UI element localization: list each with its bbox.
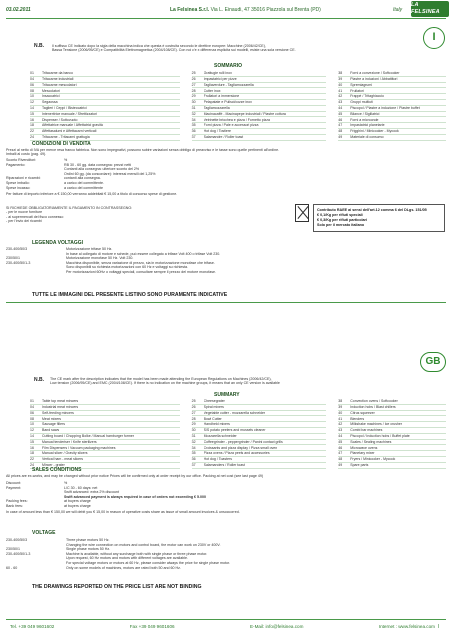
kv-value: Macchina disponibile, senza variazione di prezzo, sia in motorizzazione monofase che trifase.: [66, 260, 215, 265]
footer-website[interactable]: Internet : www.felsinea.com: [378, 624, 435, 629]
it-nb-text: [52, 44, 412, 53]
it-summary-col3: [338, 71, 446, 141]
it-voltages-table: [6, 247, 446, 275]
summary-label: Sausage fillers: [42, 422, 65, 427]
kv-key: Spese imballo:: [6, 181, 30, 186]
summary-page-number: 36: [191, 129, 196, 134]
header-date: 03.02.2011: [6, 7, 31, 13]
gb-voltages-table: [6, 538, 446, 570]
kv-key: Spese incasso:: [6, 185, 31, 190]
summary-label: Piscopol / Piastre a induzione / Piastre buffet: [350, 105, 420, 110]
summary-label: Affettatrice manuale / Affettatrici gravità: [42, 123, 103, 128]
header-country: Italy: [393, 7, 403, 13]
summary-page-number: 35: [191, 451, 196, 456]
summary-label: Fryers / Minicooker - Mycook: [350, 457, 396, 462]
summary-page-number: 26: [191, 405, 196, 409]
summary-page-number: 42: [338, 94, 343, 99]
kv-value: In base al collegato di motore e schede, può essere collegato a trifase Volt 400 o trifase Volt 230.: [66, 251, 221, 256]
gb-voltages-title: VOLTAGE: [32, 530, 56, 536]
summary-label: Grattugie rulli inox: [203, 71, 232, 76]
summary-row[interactable]: [192, 463, 327, 469]
it-conditions-title: CONDIZIONI DI VENDITA: [32, 141, 91, 147]
kv-value: Single phase motors 50 Hz.: [66, 547, 111, 552]
it-contrassegno: [6, 206, 286, 224]
kv-value: Swift advanced payment is always required in case of orders not exceeding € 5.000: [64, 494, 207, 499]
summary-page-number: 49: [338, 134, 343, 139]
summary-page-number: 36: [191, 457, 196, 462]
summary-page-number: 46: [338, 117, 343, 122]
kv-key: 230-400/50/1-3: [6, 551, 31, 556]
it-nb-line1: Il suffisso CE indicato dopo la sigla della macchina indica che questa è costruita secondo le direttive europee: Macchine (2006/42/CE),: [52, 44, 266, 48]
summary-label: Frullatori a immersione: [203, 94, 240, 99]
company-name: La Felsinea S.r.l.: [170, 7, 210, 13]
summary-page-number: 38: [338, 71, 343, 76]
summary-label: Taglieri / Ceppi / Bisteccatrici: [42, 105, 87, 110]
gb-nb-line2: Low tension (2006/95/CE) and EMC (2004/108/CE). If there is no indication on the machine groups, it means that an only CE version is available: [50, 381, 280, 386]
wheelie-bin-icon: [295, 204, 309, 222]
it-conditions-line2: Imballi al costo (pag. 49).: [6, 152, 47, 157]
summary-page-number: 48: [338, 129, 343, 134]
summary-label: Manual slicer / Gravity slicers: [42, 451, 88, 456]
summary-page-number: 40: [338, 410, 343, 415]
summary-page-number: 29: [191, 422, 196, 427]
summary-page-number: 22: [30, 129, 34, 134]
summary-page-number: 27: [191, 82, 196, 87]
summary-label: Coffeegrinder - peppergrinder / Panini contact grills: [203, 439, 283, 444]
summary-page-number: 44: [338, 105, 343, 110]
kv-value: contanti alla consegna.: [64, 176, 101, 181]
summary-row[interactable]: [338, 463, 446, 469]
summary-page-number: 16: [30, 117, 34, 122]
it-conditions-line1: Prezzi al netto di IVA per merce resa franco fabbrica. Non sono impegnativi, possono subire variazioni senza obbligo di preavviso e le tasse sono quelle pertinenti all'ordine.: [6, 148, 280, 152]
summary-label: Spare parts: [350, 462, 369, 467]
it-summary-col1: [30, 71, 180, 141]
kv-value: Machine is available, without any surcharge both with single phase or three phase motor.: [66, 551, 208, 556]
summary-label: Impastatrici planetarie: [350, 123, 385, 128]
gb-summary-col1: [30, 399, 180, 469]
summary-label: Mescolatori: [42, 88, 60, 93]
gb-summary-title: SUMMARY: [214, 392, 240, 398]
kv-row: [6, 504, 446, 509]
it-rae-box: [295, 204, 445, 232]
uk-flag-icon: GB: [420, 352, 446, 372]
summary-page-number: 42: [338, 422, 343, 427]
kv-key: 230/50/1: [6, 547, 20, 552]
gb-conditions-table: [6, 481, 446, 509]
summary-page-number: 39: [338, 405, 343, 409]
kv-row: [6, 566, 446, 571]
company-address: Via L. Einaudi, 47 35016 Piazzola sul Brenta (PD): [209, 7, 321, 13]
kv-key: Riparazioni e ricambi:: [6, 176, 41, 181]
summary-label: Cheesegrater: [203, 399, 225, 404]
summary-label: Frigghini / Minicooker - Mycook: [350, 129, 399, 134]
kv-key: Discount:: [6, 481, 21, 486]
summary-label: Milkshake machines / Ice crusher: [350, 422, 403, 427]
summary-page-number: 10: [30, 422, 34, 427]
summary-label: Tagliaverdure - Tagliamozzarella: [203, 82, 254, 87]
summary-label: Forni pizza / Pale e accessori pizza: [203, 123, 259, 128]
summary-label: Bilance / Sigillatrici: [350, 111, 380, 116]
summary-page-number: 37: [191, 134, 196, 139]
it-nb-line2: Bassa Tensione (2006/95/CE) e Compatibilità Elettromagnetica (2004/108/CE). Con noi c'e x differenza esplicita sui modelli, esiste una sola versione CE.: [52, 48, 296, 53]
it-summary-table: [30, 71, 446, 141]
summary-page-number: 15: [30, 439, 34, 444]
summary-page-number: 08: [30, 88, 34, 93]
summary-page-number: 10: [30, 94, 34, 99]
kv-key: 230-400/50/3: [6, 538, 28, 543]
summary-page-number: 08: [30, 416, 34, 421]
summary-page-number: 27: [191, 410, 196, 415]
it-conditions-intro: [6, 148, 446, 157]
footer-email[interactable]: E-Mail: info@felsinea.com: [249, 624, 304, 629]
summary-page-number: 43: [338, 100, 343, 105]
summary-label: Bowl Cutter: [203, 416, 222, 421]
summary-label: Frappé / Tritaghiaccio: [350, 94, 384, 99]
gb-conditions-title: SALES CONDITIONS: [32, 467, 82, 473]
kv-key: 230-400/50/1-3: [6, 260, 31, 265]
summary-page-number: 45: [338, 111, 343, 116]
summary-page-number: 28: [191, 88, 196, 93]
summary-page-number: 34: [191, 445, 196, 450]
summary-label: Impastatrici per pizze: [203, 77, 237, 81]
summary-label: Piastre a induzioni / Abbattitori: [350, 77, 398, 81]
summary-page-number: 32: [191, 111, 196, 116]
summary-label: Microwave ovens: [350, 445, 378, 450]
summary-label: Vertical ham - meat slicers: [42, 457, 84, 462]
summary-page-number: 43: [338, 428, 343, 433]
summary-label: Croissants and pizza display / Pizza small oven: [203, 445, 278, 450]
summary-page-number: 34: [191, 117, 196, 122]
summary-label: Vegetable cutter - mozzarella schneider: [203, 410, 266, 415]
summary-page-number: 32: [191, 439, 196, 444]
kv-key: Payment:: [6, 485, 22, 490]
summary-label: Salamanders / Roller toast: [203, 462, 245, 467]
kv-value: Motorizzazione trifase 50 Hz.: [66, 247, 113, 252]
summary-label: Segaossa: [42, 100, 58, 105]
contrassegno-title: SI RICHIEDE OBBLIGATORIAMENTE IL PAGAMENTO IN CONTRASSEGNO:: [6, 206, 133, 210]
kv-value: Only on some models of machines, motors are rated both 50 and 60 Hz.: [66, 565, 181, 570]
it-nb-label: N.B.: [34, 43, 44, 49]
brand-logo: LA FELSINEA: [411, 1, 449, 17]
contrassegno-item-3: - per l'invio dei ricambi: [6, 219, 42, 224]
footer: [10, 624, 435, 630]
it-summary-title: SOMMARIO: [214, 63, 243, 69]
kv-value: L/C 30 - 60 days: net: [64, 485, 98, 490]
summary-label: Spiral mixers: [203, 405, 224, 409]
gb-nb-text: [50, 377, 420, 386]
kv-value: Swift advanced: extra 2% discount: [64, 490, 119, 495]
summary-page-number: 31: [191, 433, 196, 438]
summary-page-number: 25: [191, 71, 196, 76]
summary-page-number: 26: [191, 77, 196, 81]
summary-label: S/S potato peelers and mussels cleaner: [203, 428, 266, 433]
summary-page-number: 14: [30, 105, 34, 110]
summary-label: Spremiagrumi: [350, 82, 373, 87]
summary-page-number: 47: [338, 123, 343, 128]
kv-row: [6, 186, 306, 191]
summary-label: Mozzarella schneider: [203, 433, 237, 438]
summary-page-number: 12: [30, 100, 34, 105]
kv-value: at buyers charge: [64, 499, 91, 504]
summary-label: Industrial meat mincers: [42, 405, 79, 409]
summary-row[interactable]: [338, 135, 446, 141]
kv-row: [6, 270, 446, 275]
kv-value: Upon request, 60 Hz motors and motors with different voltages are available.: [66, 556, 188, 561]
summary-page-number: 06: [30, 82, 34, 87]
summary-page-number: 38: [338, 399, 343, 404]
summary-label: Manual tenderiser / Knife sterilizers: [42, 439, 97, 444]
gb-drawings-note: THE DRAWINGS REPORTED ON THE PRICE LIST ARE NOT BINDING: [32, 584, 202, 590]
summary-page-number: 24: [30, 134, 34, 139]
summary-label: Pelapatate e Pulisci/cozze inox: [203, 100, 252, 105]
summary-label: Inteneritrice manuale / Sfrettizzatori: [42, 111, 98, 116]
summary-page-number: 30: [191, 428, 196, 433]
summary-label: Vetrinette briochea e pizza / Fornetto pizza: [203, 117, 270, 122]
summary-page-number: 24: [30, 462, 34, 467]
summary-page-number: 14: [30, 433, 34, 438]
summary-page-number: 44: [338, 433, 343, 438]
kv-value: %: [64, 481, 68, 486]
summary-page-number: 41: [338, 88, 343, 93]
kv-value: Sono disponibili su richiesta motorizzazioni con 60 Hz e voltaggi su richiesta.: [66, 265, 189, 270]
kv-key: Packing fees:: [6, 499, 28, 504]
summary-label: Tritacarne industriali: [42, 77, 74, 81]
it-conditions-fee-note: Per fatture di importo inferiore a € 150,00 verranno addebitati € 15,00 a titolo di concorso spese di gestione.: [6, 192, 178, 196]
summary-label: Forni a convezione / Softcooker: [350, 71, 400, 76]
summary-label: Mincer - grater: [42, 462, 65, 467]
summary-label: Macinacaffè - Macinapepe industriali / Piastre cottura: [203, 111, 286, 116]
summary-page-number: 15: [30, 111, 34, 116]
summary-label: Combi bar machines: [350, 428, 383, 433]
summary-page-number: 12: [30, 428, 34, 433]
it-voltages-title: LEGENDA VOLTAGGI: [32, 240, 84, 246]
summary-page-number: 04: [30, 77, 34, 81]
summary-page-number: 28: [191, 416, 196, 421]
summary-label: Band saws: [42, 428, 60, 433]
footer-fax: Fax +39 049 9601606: [129, 624, 175, 629]
footer-tel: Tel. +39 049 9601602: [10, 624, 55, 629]
header-divider: [6, 18, 446, 19]
kv-value: Ordini 60 gg. (da concordare): interessi mensili del 1,25%: [64, 171, 156, 176]
summary-label: Induction hobs / Blast chillers: [350, 405, 396, 409]
summary-page-number: 45: [338, 439, 343, 444]
kv-value: at buyers charge: [64, 504, 91, 509]
summary-row[interactable]: [192, 135, 327, 141]
summary-label: Tritacarne mescolatori: [42, 82, 77, 87]
footer-divider: [6, 619, 446, 620]
kv-value: Three phase motors 50 Hz.: [66, 538, 110, 543]
gb-summary-col2: [192, 399, 327, 469]
summary-label: Film Dispensers / Vacuum packaging machines: [42, 445, 116, 450]
summary-label: Cutter inox: [203, 88, 221, 93]
summary-label: Pizza ovens / Pizza peels and accessories: [203, 451, 270, 456]
gb-summary-col3: [338, 399, 446, 469]
kv-key: 60 - 60: [6, 565, 18, 570]
kv-value: a carico del committente.: [64, 181, 104, 186]
summary-page-number: 49: [338, 462, 343, 467]
summary-page-number: 41: [338, 416, 343, 421]
summary-page-number: 37: [191, 462, 196, 467]
kv-value: a carico del committente: [64, 185, 103, 190]
summary-page-number: 30: [191, 100, 196, 105]
summary-page-number: 29: [191, 94, 196, 99]
italian-flag-icon: I: [423, 27, 445, 49]
summary-label: Salamandre / Roller toast: [203, 134, 244, 139]
summary-page-number: 18: [30, 123, 34, 128]
gb-summary-table: [30, 399, 446, 469]
kv-value: Changing the wire connection on motors and control board, the motor can work on 230V or 400V.: [66, 542, 221, 547]
summary-label: Citrus squeezer: [350, 410, 375, 415]
summary-page-number: 01: [30, 71, 34, 76]
summary-label: Tritacarne da banco: [42, 71, 73, 76]
summary-label: Handheld mixers: [203, 422, 230, 427]
kv-key: Pagamento:: [6, 162, 26, 167]
summary-page-number: 48: [338, 457, 343, 462]
summary-label: Hot dog / Tostiere: [203, 129, 231, 134]
kv-value: Motorizzazione monofase 50 Hz. Volt 230.: [66, 256, 134, 261]
summary-label: Scales / Sealing machines: [350, 439, 392, 444]
kv-value: For special voltage motors or motors at 60 Hz, please consider always the price for single phase motor.: [66, 561, 230, 566]
summary-label: Dispenser / Sottovuoto: [42, 117, 78, 122]
summary-page-number: 31: [191, 105, 196, 110]
it-summary-col2: [192, 71, 327, 141]
summary-page-number: 22: [30, 457, 34, 462]
kv-key: 230-400/50/3: [6, 247, 28, 252]
summary-label: Insaccatrici: [42, 94, 60, 99]
summary-page-number: 16: [30, 445, 34, 450]
kv-key: Sconto Rivenditori:: [6, 158, 37, 163]
gb-conditions-intro: All prices are ex-works, and may be changed without prior notice Prices will be confirmed only at order receipt by our office. Packing at net cost (see last page 49): [6, 474, 264, 478]
summary-row[interactable]: [30, 135, 180, 141]
summary-page-number: 01: [30, 399, 34, 404]
rae-text: Contributo RAEE ai sensi dell'art.12 comma 6 del DLgs. 151/05 € 0,1/Kg per rifiuti speciali € 0,3/Kg per rifiuti particolari Solo per il mercato italiano: [313, 204, 445, 232]
summary-page-number: 40: [338, 82, 343, 87]
kv-value: Contanti alla consegna: ulteriore sconto del 2%: [64, 167, 140, 172]
summary-label: Convection ovens / Softcooker: [350, 399, 398, 404]
summary-page-number: 04: [30, 405, 34, 409]
it-images-note: TUTTE LE IMMAGINI DEL PRESENTE LISTINO SONO PURAMENTE INDICATIVE: [32, 292, 228, 298]
summary-page-number: 35: [191, 123, 196, 128]
gb-nb-label: N.B.: [34, 377, 44, 383]
summary-page-number: 06: [30, 410, 34, 415]
summary-label: Planetary mixer: [350, 451, 375, 456]
summary-label: Hot dog / Toasters: [203, 457, 232, 462]
summary-label: Meat mixers: [42, 416, 62, 421]
summary-label: Materiale di consumo: [350, 134, 384, 139]
summary-page-number: 46: [338, 445, 343, 450]
kv-value: Per motorizzazioni 60Hz o voltaggi speciali, consultare sempre il prezzo del motore monofase.: [66, 270, 217, 275]
summary-label: Self-feeding mincers: [42, 410, 74, 415]
summary-label: Gruppi multiuti: [350, 100, 373, 105]
gb-nb-line1: The CE mark after the description indicates that the model has been made attending the European Regulations on Machines (2006/42/CE),: [50, 377, 272, 381]
summary-label: Tritacarne - Tritacarni grattugia: [42, 134, 90, 139]
kv-key: Bank fees:: [6, 504, 23, 509]
kv-value: RB 30 - 60 gg. data consegna: prezzi netti: [64, 162, 132, 167]
it-conditions-table: [6, 158, 306, 190]
summary-page-number: 18: [30, 451, 34, 456]
header-company: [170, 7, 321, 13]
summary-page-number: 25: [191, 399, 196, 404]
summary-label: Affettasalumi e Affettacarni verticali: [42, 129, 97, 134]
summary-label: Blenders: [350, 416, 365, 421]
section-divider: [6, 302, 446, 303]
page-number: I: [438, 624, 440, 630]
kv-value: %: [64, 158, 68, 163]
summary-label: Tagliamozzarella: [203, 105, 230, 110]
summary-label: Cutting board / Chopping Bolke / Manual hamburger former: [42, 433, 135, 438]
summary-page-number: 39: [338, 77, 343, 81]
summary-page-number: 47: [338, 451, 343, 456]
contrassegno-item-2: - ai supermercati del fisco connesso: [6, 214, 64, 219]
summary-label: Frullatori: [350, 88, 364, 93]
kv-key: 230/50/1: [6, 256, 20, 261]
summary-label: Table top meat mincers: [42, 399, 79, 404]
gb-conditions-fee-note: In case of amount less than € 150,00 we will debit you € 15,00 in reason of operative costs share as issue of small amount invoices & unsoccorred.: [6, 510, 240, 514]
contrassegno-item-1: - per le nuove forniture: [6, 210, 43, 215]
summary-label: Forni a microonde: [350, 117, 379, 122]
summary-label: Piscopol / Induction hobs / Buffet plate: [350, 433, 410, 438]
